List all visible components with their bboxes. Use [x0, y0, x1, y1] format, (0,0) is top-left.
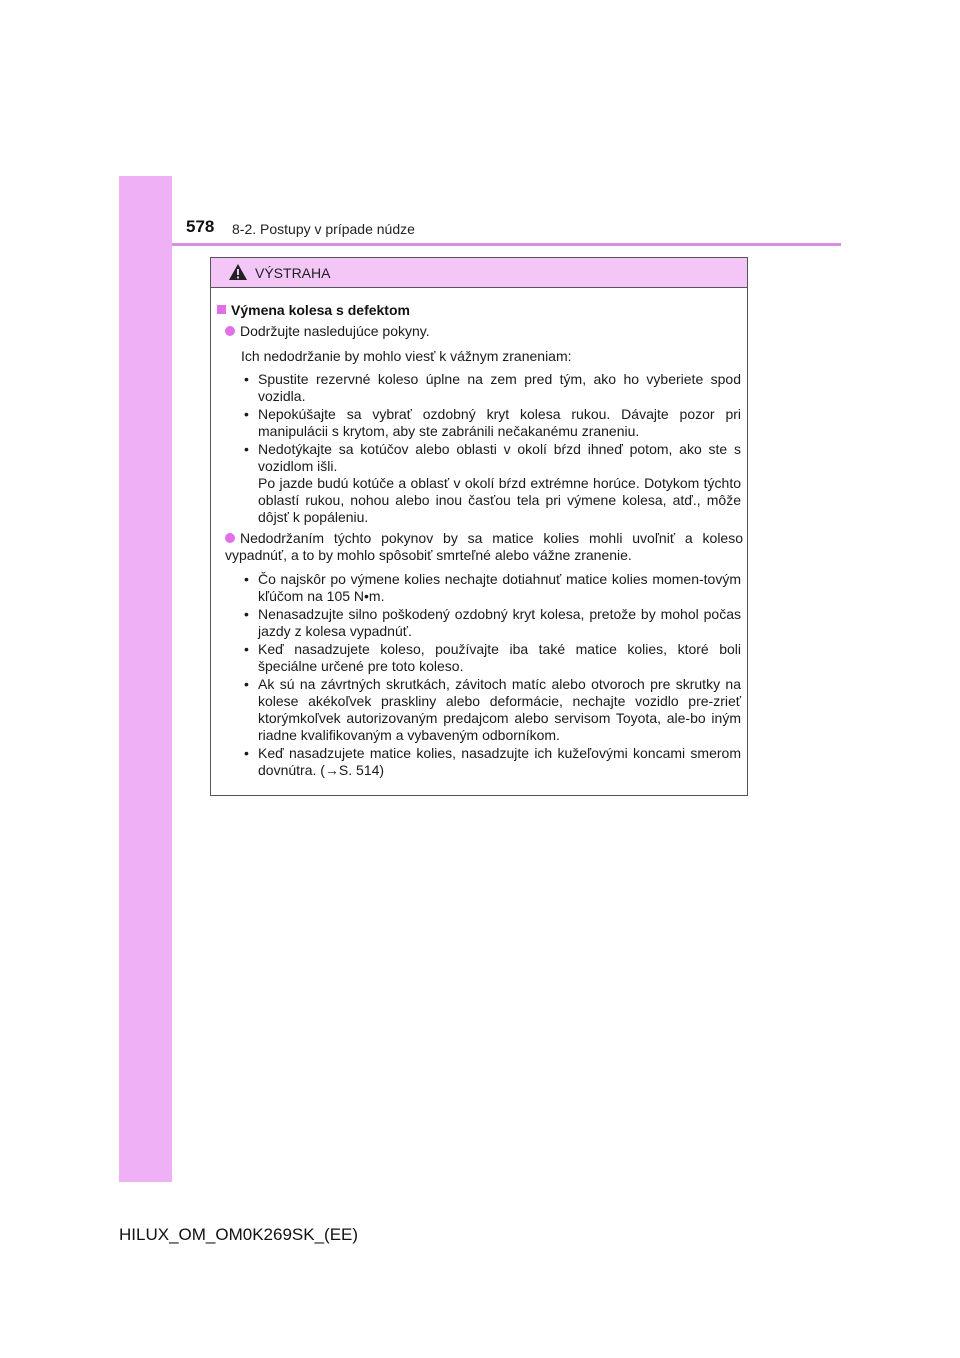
sub-item: • Keď nasadzujete matice kolies, nasadzujte ich kužeľovými koncami smerom dovnútra. (→S. 514): [244, 745, 741, 778]
sub-item: • Keď nasadzujete koleso, používajte iba také matice kolies, ktoré boli špeciálne určené pre toto koleso.: [244, 641, 741, 674]
sub-item: • Čo najskôr po výmene kolies nechajte dotiahnuť matice kolies momen-tovým kľúčom na 105 N•m.: [244, 571, 741, 604]
section-title: 8-2. Postupy v prípade núdze: [232, 221, 415, 237]
intro-text: Ich nedodržanie by mohlo viesť k vážnym zraneniam:: [241, 348, 572, 364]
warning-box: [210, 257, 748, 796]
sub-item-continuation: Po jazde budú kotúče a oblasť v okolí bŕzd extrémne horúce. Dotykom týchto oblastí rukou, nohou alebo inou časťou tela pri výmene kolesa, atď., môže dôjsť k popáleniu.: [258, 475, 741, 525]
page-number: 578: [186, 217, 215, 236]
side-tab-bar: [119, 176, 172, 1182]
warning-header: [211, 258, 747, 288]
warning-triangle-icon: [228, 263, 248, 281]
round-bullet-icon: [225, 533, 235, 543]
sub-item: • Spustite rezervné koleso úplne na zem pred tým, ako ho vyberiete spod vozidla.: [244, 371, 741, 404]
sub-item: • Nepokúšajte sa vybrať ozdobný kryt kolesa rukou. Dávajte pozor pri manipulácii s krytom, aby ste zabránili nečakanému zraneniu.: [244, 406, 741, 439]
bullet-item: Nedodržaním týchto pokynov by sa matice kolies mohli uvoľniť a koleso vypadnúť, a to by mohlo spôsobiť smrteľné alebo vážne zranenie.: [225, 530, 743, 563]
footer-code: HILUX_OM_OM0K269SK_(EE): [119, 1225, 359, 1244]
bullet-item: Dodržujte nasledujúce pokyny.: [225, 323, 743, 340]
sub-item: • Ak sú na závrtných skrutkách, závitoch matíc alebo otvoroch pre skrutky na kolese akékoľvek praskliny alebo deformácie, nechajte vozidlo pre-zrieť ktorýmkoľvek autorizovaným predajcom alebo servisom Toyota, ale-bo iným riadne kvalifikovaným a vybaveným odborníkom.: [244, 676, 741, 743]
header-rule: [172, 243, 841, 246]
warning-title: VÝSTRAHA: [255, 265, 331, 281]
sub-item: • Nenasadzujte silno poškodený ozdobný kryt kolesa, pretože by mohol počas jazdy z kolesa vypadnúť.: [244, 606, 741, 639]
square-bullet-icon: [217, 305, 226, 314]
warning-heading: Výmena kolesa s defektom: [217, 302, 410, 319]
round-bullet-icon: [225, 326, 235, 336]
sub-item: • Nedotýkajte sa kotúčov alebo oblasti v okolí bŕzd ihneď potom, ako ste s vozidlom išli.: [244, 441, 741, 474]
